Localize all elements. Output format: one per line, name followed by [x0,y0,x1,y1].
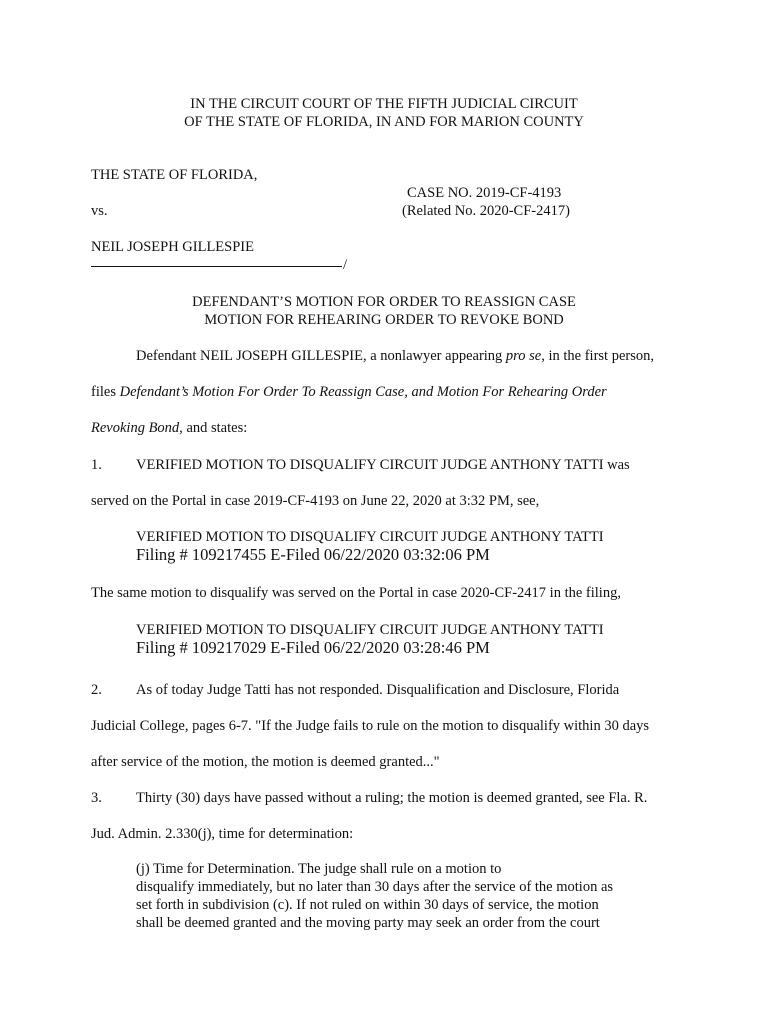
defendant-name: NEIL JOSEPH GILLESPIE [91,239,254,255]
paragraph-2-line2: Judicial College, pages 6-7. "If the Judge fails to rule on the motion to disqualify within 30 days [91,718,650,734]
citation-1-title: VERIFIED MOTION TO DISQUALIFY CIRCUIT JUDGE ANTHONY TATTI [136,529,604,545]
paragraph-1-number: 1. [91,457,102,473]
paragraph-3-line1: Thirty (30) days have passed without a ruling; the motion is deemed granted, see Fla. R. [136,790,648,806]
citation-1-filing: Filing # 109217455 E-Filed 06/22/2020 03:32:06 PM [136,545,490,564]
paragraph-3-line2: Jud. Admin. 2.330(j), time for determination: [91,826,354,842]
related-case-number: (Related No. 2020-CF-2417) [402,203,570,219]
paragraph-1-line2: served on the Portal in case 2019-CF-4193 on June 22, 2020 at 3:32 PM, see, [91,493,540,509]
paragraph-1-same-motion: The same motion to disqualify was served on the Portal in case 2020-CF-2417 in the filing, [91,585,621,601]
motion-title-line2: MOTION FOR REHEARING ORDER TO REVOKE BOND [204,312,564,328]
caption-slash: / [343,257,348,273]
quote-line4: shall be deemed granted and the moving party may seek an order from the court [136,915,600,931]
quote-line3: set forth in subdivision (c). If not ruled on within 30 days of service, the motion [136,897,599,913]
motion-title-line1: DEFENDANT’S MOTION FOR ORDER TO REASSIGN CASE [192,294,576,310]
paragraph-2-line1: As of today Judge Tatti has not responded. Disqualification and Disclosure, Florida [136,682,620,698]
paragraph-2-line3: after service of the motion, the motion is deemed granted..." [91,754,440,770]
citation-2-filing: Filing # 109217029 E-Filed 06/22/2020 03:28:46 PM [136,638,490,657]
court-heading-line1: IN THE CIRCUIT COURT OF THE FIFTH JUDICIAL CIRCUIT [190,96,578,112]
paragraph-1-line1: VERIFIED MOTION TO DISQUALIFY CIRCUIT JUDGE ANTHONY TATTI was [136,457,630,473]
plaintiff-name: THE STATE OF FLORIDA, [91,167,258,183]
court-heading-line2: OF THE STATE OF FLORIDA, IN AND FOR MARION COUNTY [184,114,584,130]
citation-2-title: VERIFIED MOTION TO DISQUALIFY CIRCUIT JUDGE ANTHONY TATTI [136,622,604,638]
intro-line1: Defendant NEIL JOSEPH GILLESPIE, a nonlawyer appearing pro se, in the first person, [136,348,654,364]
paragraph-2-number: 2. [91,682,102,698]
quote-line1: (j) Time for Determination. The judge shall rule on a motion to [136,861,502,877]
caption-underline [91,266,342,267]
intro-line2: files Defendant’s Motion For Order To Reassign Case, and Motion For Rehearing Order [91,384,607,400]
intro-line3: Revoking Bond, and states: [91,420,248,436]
versus: vs. [91,203,108,219]
paragraph-3-number: 3. [91,790,102,806]
case-number: CASE NO. 2019-CF-4193 [407,185,562,201]
quote-line2: disqualify immediately, but no later than 30 days after the service of the motion as [136,879,614,895]
